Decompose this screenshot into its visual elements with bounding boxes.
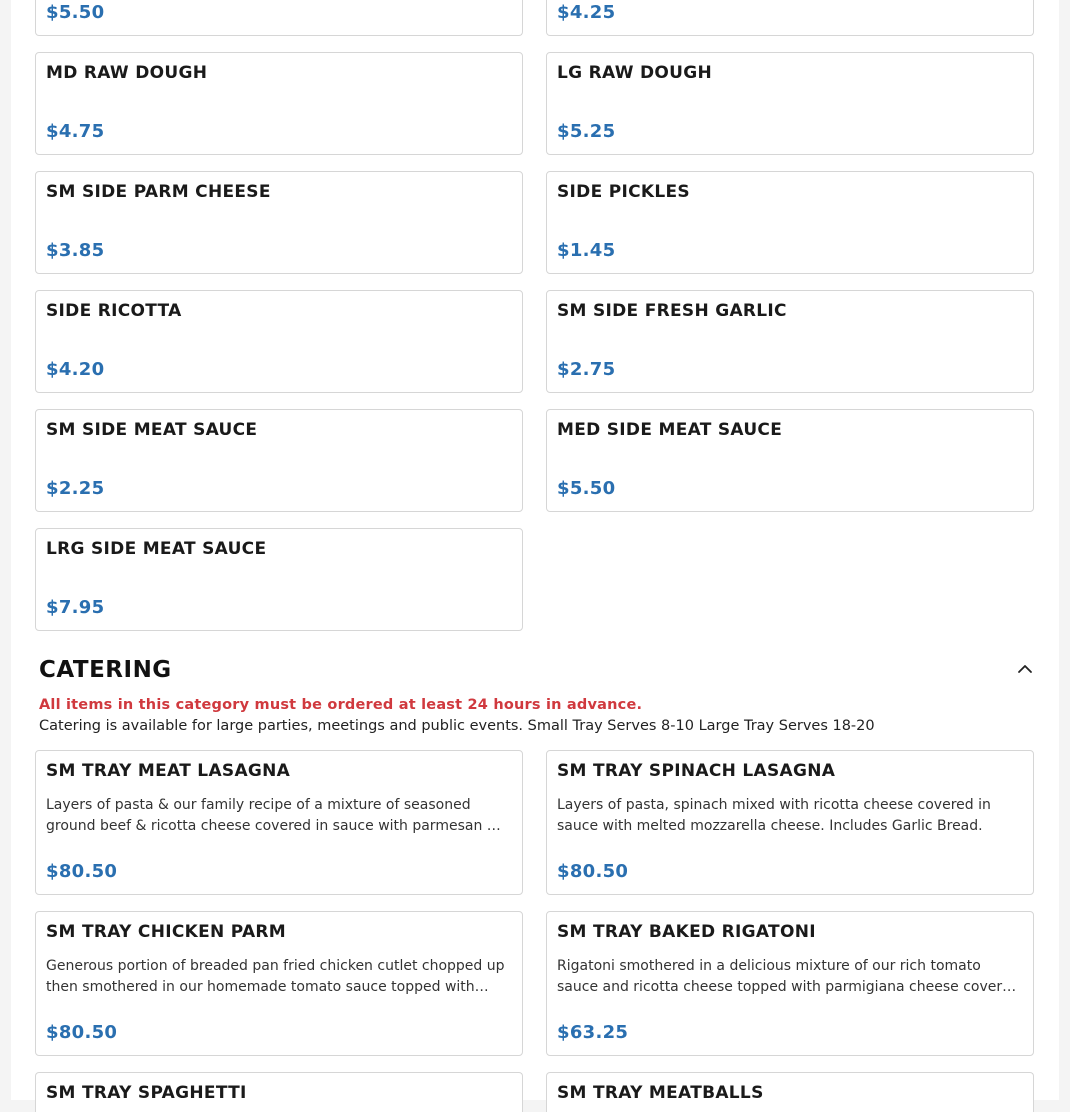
- menu-item-card[interactable]: [546, 409, 1034, 512]
- section-title: CATERING: [39, 657, 172, 683]
- item-price: $80.50: [557, 861, 629, 882]
- item-price: $2.75: [557, 359, 616, 380]
- item-name: MED SIDE MEAT SAUCE: [557, 420, 783, 440]
- item-name: LG RAW DOUGH: [557, 63, 713, 83]
- menu-item-card[interactable]: [35, 290, 523, 393]
- item-name: SM TRAY CHICKEN PARM: [46, 922, 287, 942]
- item-name: SM SIDE MEAT SAUCE: [46, 420, 258, 440]
- item-name: SM SIDE PARM CHEESE: [46, 182, 271, 202]
- menu-item-card[interactable]: [35, 528, 523, 631]
- item-price: $4.75: [46, 121, 105, 142]
- chevron-up-icon[interactable]: [1015, 659, 1035, 679]
- menu-item-card[interactable]: [546, 171, 1034, 274]
- menu-panel: [11, 0, 1059, 1103]
- menu-item-card[interactable]: [35, 171, 523, 274]
- item-description: Layers of pasta & our family recipe of a mixture of seasoned ground beef & ricotta cheese covered in sauce with parmesan …: [46, 797, 501, 834]
- item-price: $5.50: [46, 2, 105, 23]
- item-name: SM TRAY SPINACH LASAGNA: [557, 761, 836, 781]
- item-name: LRG SIDE MEAT SAUCE: [46, 539, 267, 559]
- item-name: SM TRAY MEAT LASAGNA: [46, 761, 291, 781]
- item-price: $1.45: [557, 240, 616, 261]
- item-price: $80.50: [46, 1022, 118, 1043]
- item-price: $80.50: [46, 861, 118, 882]
- menu-item-card[interactable]: [35, 911, 523, 1056]
- item-price: $4.25: [557, 2, 616, 23]
- item-name: SM TRAY BAKED RIGATONI: [557, 922, 816, 942]
- menu-item-card[interactable]: [35, 1072, 523, 1112]
- item-name: SM TRAY SPAGHETTI: [46, 1083, 247, 1103]
- item-price: $5.50: [557, 478, 616, 499]
- item-name: SM TRAY MEATBALLS: [557, 1083, 764, 1103]
- item-name: SIDE PICKLES: [557, 182, 690, 202]
- item-price: $5.25: [557, 121, 616, 142]
- advance-order-notice: All items in this category must be ordered at least 24 hours in advance.: [39, 697, 643, 713]
- item-description: Generous portion of breaded pan fried chicken cutlet chopped up then smothered in our homemade tomato sauce topped with…: [46, 958, 505, 995]
- menu-item-card[interactable]: [546, 1072, 1034, 1112]
- menu-item-card[interactable]: [546, 0, 1034, 36]
- item-description: Layers of pasta, spinach mixed with ricotta cheese covered in sauce with melted mozzarella cheese. Includes Garlic Bread.: [557, 797, 991, 834]
- menu-item-card[interactable]: [546, 911, 1034, 1056]
- item-name: SIDE RICOTTA: [46, 301, 182, 321]
- section-description: Catering is available for large parties, meetings and public events. Small Tray Serves 8-10 Large Tray Serves 18-20: [39, 718, 875, 734]
- item-price: $63.25: [557, 1022, 629, 1043]
- item-price: $7.95: [46, 597, 105, 618]
- menu-item-card[interactable]: [546, 750, 1034, 895]
- item-price: $2.25: [46, 478, 105, 499]
- menu-item-card[interactable]: [35, 750, 523, 895]
- menu-item-card[interactable]: [35, 0, 523, 36]
- menu-item-card[interactable]: [546, 52, 1034, 155]
- item-description: Rigatoni smothered in a delicious mixture of our rich tomato sauce and ricotta cheese topped with parmigiana cheese cover…: [557, 958, 1017, 995]
- item-price: $4.20: [46, 359, 105, 380]
- catering-section-header[interactable]: [39, 657, 1035, 689]
- menu-item-card[interactable]: [546, 290, 1034, 393]
- item-price: $3.85: [46, 240, 105, 261]
- item-name: SM SIDE FRESH GARLIC: [557, 301, 787, 321]
- item-name: MD RAW DOUGH: [46, 63, 208, 83]
- menu-item-card[interactable]: [35, 409, 523, 512]
- menu-item-card[interactable]: [35, 52, 523, 155]
